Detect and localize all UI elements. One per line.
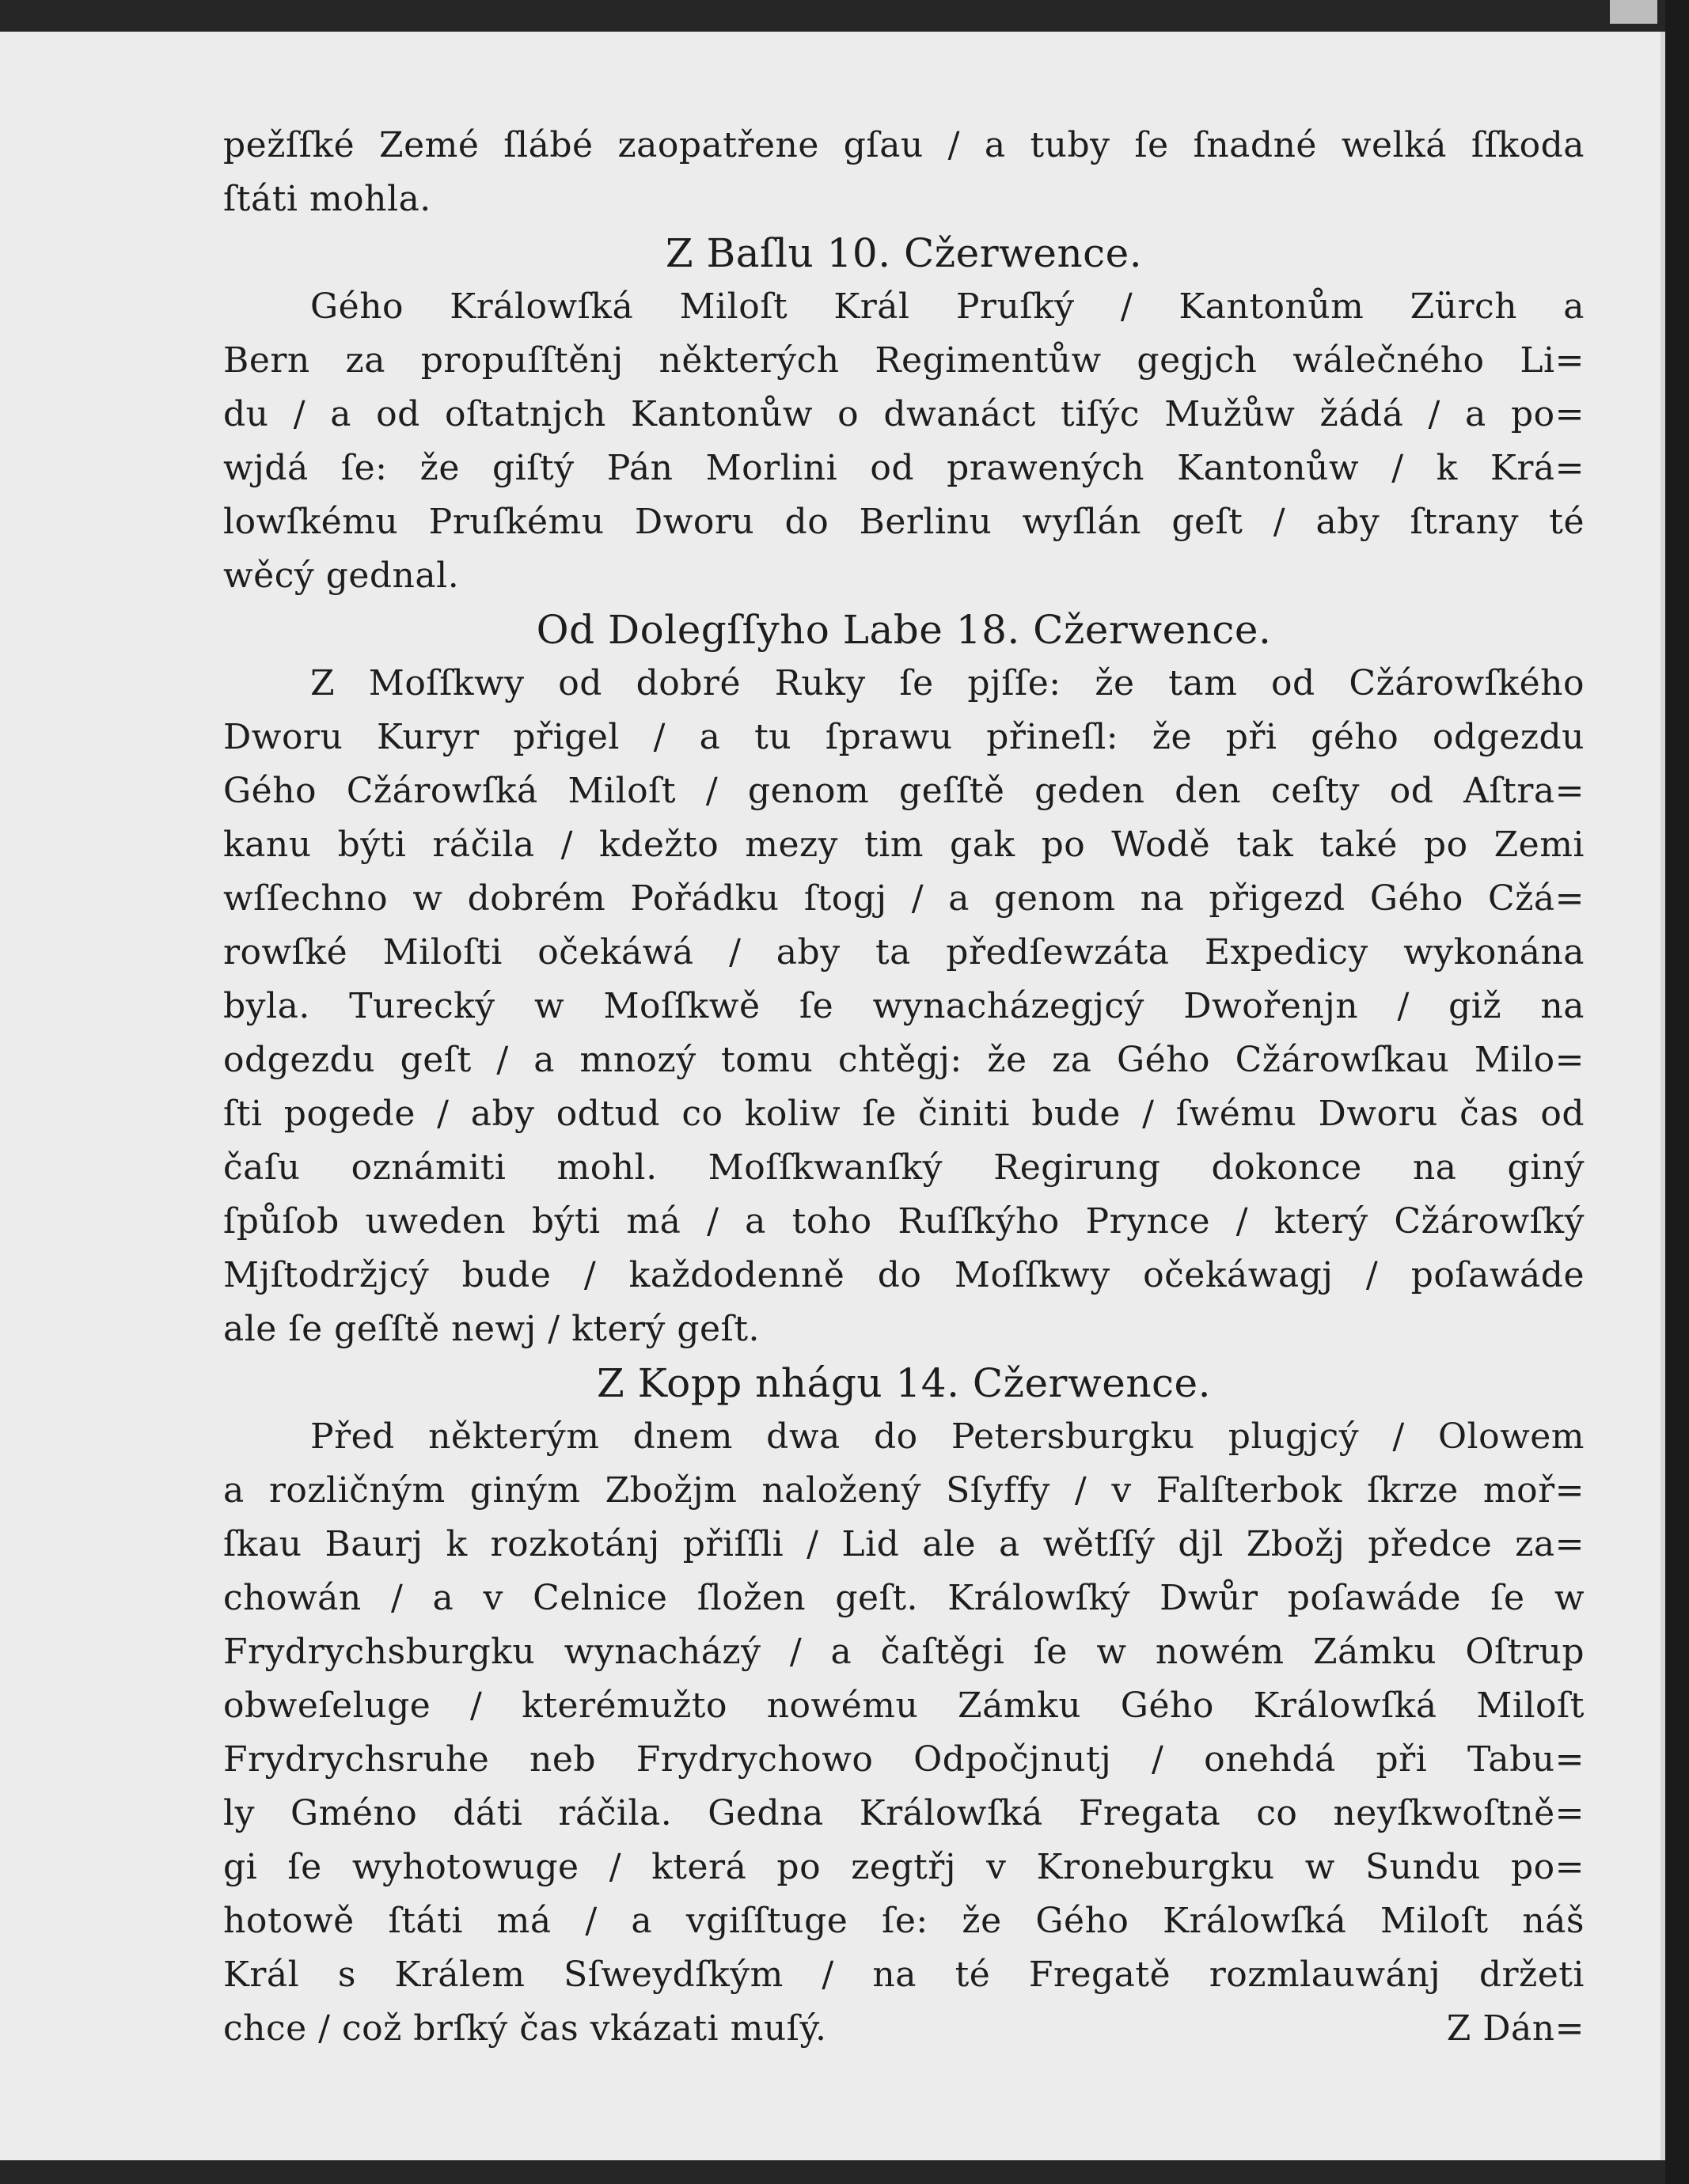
text-line: wjdá ſe: že giſtý Pán Morlini od prawených Kantonůw / k Krá= [223,448,1585,488]
text-line: lowſkému Pruſkému Dworu do Berlinu wyſlán geſt / aby ſtrany té [223,502,1585,542]
text-line: Před některým dnem dwa do Petersburgku plugjcý / Olowem [310,1416,1585,1457]
text-line: rowſké Miloſti očekáwá / aby ta předſewzáta Expedicy wykonána [223,932,1585,973]
text-line: a rozličným giným Zbožjm naložený Sſyffy / v Falſterbok ſkrze moř= [223,1470,1585,1511]
text-line: odgezdu geſt / a mnozý tomu chtěgj: že za Gého Cžárowſkau Milo= [223,1040,1585,1080]
text-line: wſſechno w dobrém Pořádku ſtogj / a genom na přigezd Gého Cžá= [223,878,1585,919]
text-line: kanu býti ráčila / kdežto mezy tim gak po Wodě tak také po Zemi [223,825,1585,865]
section-heading: Od Dolegſſyho Labe 18. Cžerwence. [536,607,1272,653]
text-line: du / a od oſtatnjch Kantonůw o dwanáct tiſýc Mužůw žádá / a po= [223,394,1585,434]
text-line: ſpůſob uweden býti má / a toho Ruſſkýho Prynce / který Cžárowſký [223,1201,1585,1242]
text-line: hotowě ſtáti má / a vgiſſtuge ſe: že Gého Králowſká Miloſt náš [223,1901,1585,1941]
text-line: Dworu Kuryr přigel / a tu ſprawu přineſl: že při gého odgezdu [223,717,1585,757]
text-line: wěcý gednal. [223,555,460,596]
text-line: čaſu oznámiti mohl. Moſſkwanſký Regirung dokonce na giný [223,1147,1585,1188]
text-line: Frydrychsburgku wynacházý / a čaſtěgi ſe w nowém Zámku Oſtrup [223,1632,1585,1672]
text-line: Bern za propuſſtěnj některých Regimentůw gegjch wálečného Li= [223,340,1585,381]
text-line: Gého Cžárowſká Miloſt / genom geſſtě geden den ceſty od Aſtra= [223,771,1585,811]
text-line: byla. Turecký w Moſſkwě ſe wynacházegjcý Dwořenjn / giž na [223,986,1585,1026]
text-line: obweſeluge / kterémužto nowému Zámku Gého Králowſká Miloſt [223,1685,1585,1726]
page-text [223,119,1585,2056]
text-line: ſti pogede / aby odtud co koliw ſe činiti bude / ſwému Dworu čas od [223,1094,1585,1134]
text-line: pežſſké Zemé ſlábé zaopatřene gſau / a tuby ſe ſnadné welká ſſkoda [223,125,1585,165]
catchword: Z Dán= [1446,2008,1585,2049]
text-line: Král s Králem Sſweydſkým / na té Fregatě rozmlauwánj držeti [223,1955,1585,1995]
section-heading: Z Kopp nhágu 14. Cžerwence. [596,1360,1212,1406]
text-line: Gého Králowſká Miloſt Král Pruſký / Kantonům Zürch a [310,286,1585,327]
text-line: ale ſe geſſtě newj / který geſt. [223,1309,761,1349]
binding-shadow [1665,0,1689,2184]
text-line: gi ſe wyhotowuge / která po zegtřj v Kroneburgku w Sundu po= [223,1847,1585,1887]
section-heading: Z Baſlu 10. Cžerwence. [665,230,1143,276]
text-line: ſtáti mohla. [223,179,431,219]
book-page [0,32,1665,2160]
text-line: ly Gméno dáti ráčila. Gedna Králowſká Fregata co neyſkwoſtně= [223,1793,1585,1833]
text-line: Frydrychsruhe neb Frydrychowo Odpočjnutj / onehdá při Tabu= [223,1739,1585,1780]
text-line: ſkau Baurj k rozkotánj přiſſli / Lid ale a wětſſý djl Zbožj předce za= [223,1524,1585,1564]
corner-mark [1610,0,1657,24]
text-line: Z Moſſkwy od dobré Ruky ſe pjſſe: že tam od Cžárowſkého [310,663,1585,703]
text-line: Mjſtodržjcý bude / každodenně do Moſſkwy očekáwagj / poſawáde [223,1255,1585,1295]
text-line: chce / což brſký čas vkázati muſý. [223,2008,827,2049]
text-line: chowán / a v Celnice ſložen geſt. Králowſký Dwůr poſawáde ſe w [223,1578,1585,1618]
